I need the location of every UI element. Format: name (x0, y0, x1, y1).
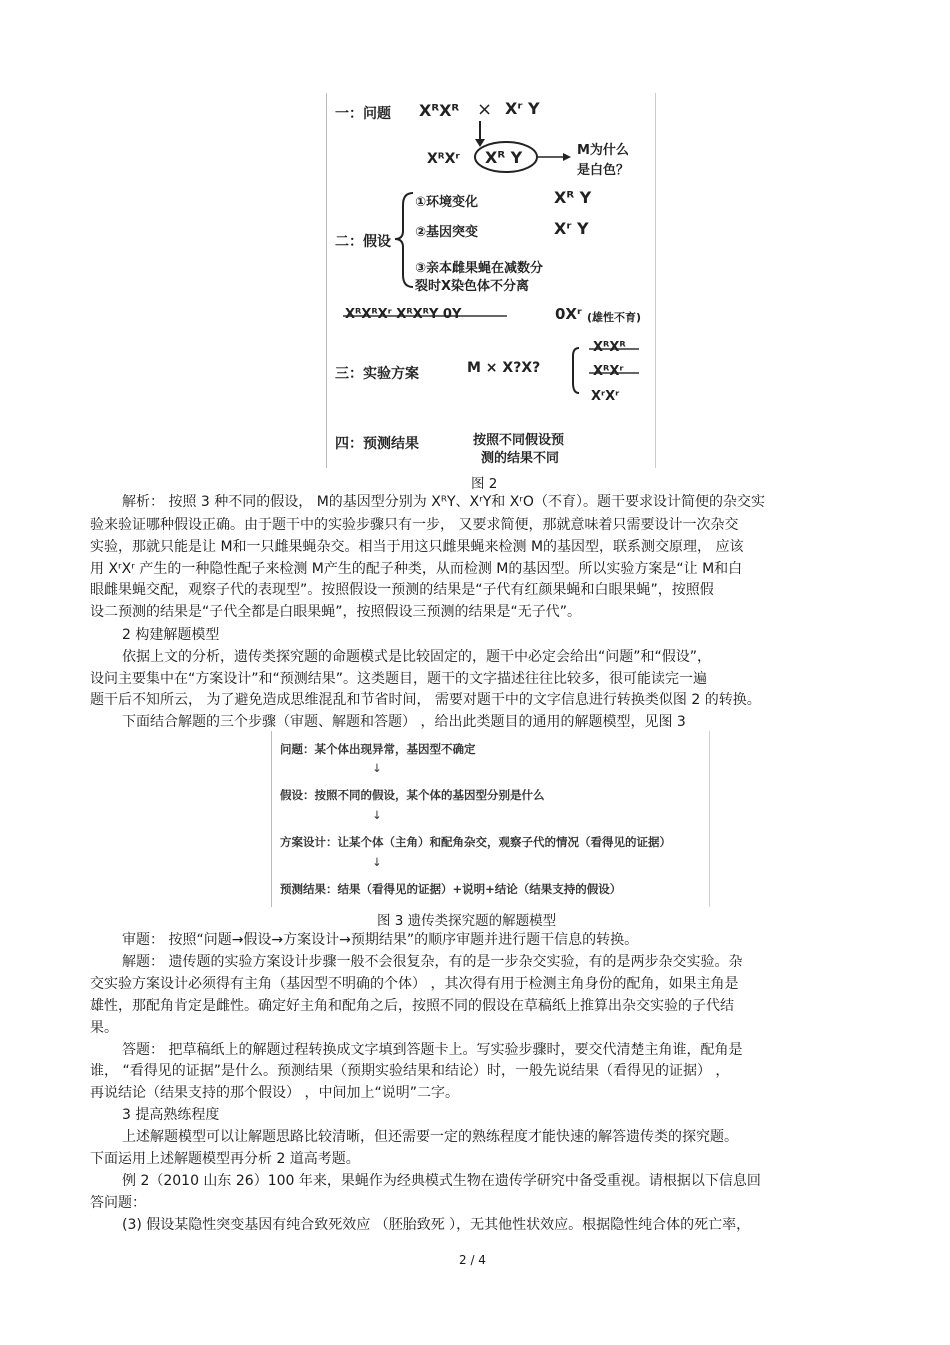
para2-line3: 题干后不知所云， 为了避免造成思维混乱和节省时间， 需要对题干中的文字信息进行转换类似图 2 的转换。 (90, 692, 761, 708)
para6-line1: 答题： 把草稿纸上的解题过程转换成文字填到答题卡上。写实验步骤时，要交代清楚主角谁，配角是 (122, 1042, 743, 1058)
fig2-question-line1: M为什么 (577, 143, 629, 158)
fig2-m-cross: M × X?X? (467, 360, 541, 376)
para6-line2: 谁， “看得见的证据”是什么。预测结果（预期实验结果和结论）时，一般先说结果（看得见的证据） ， (90, 1063, 730, 1079)
fig2-result-line1: 按照不同假设预 (473, 433, 565, 448)
fig2-option-3: XʳXʳ (591, 389, 620, 404)
para5-line4: 果。 (90, 1020, 118, 1036)
fig2-section-plan-label: 三：实验方案 (335, 366, 419, 382)
fig2-section-problem-label: 一：问题 (335, 106, 391, 122)
fig2-hypothesis-2: ②基因突变 (415, 225, 479, 240)
fig2-struck-genotypes: XᴿXᴿXʳ XᴿXᴿY 0Y (345, 307, 462, 322)
fig2-ox-genotype: 0Xʳ (555, 305, 582, 323)
para4-line: 审题： 按照“问题→假设→方案设计→预期结果”的顺序审题并进行题干信息的转换。 (122, 932, 639, 948)
fig2-option-1: XᴿXᴿ (593, 340, 626, 355)
fig3-arrow-1: ↓ (372, 761, 382, 775)
fig2-ox-note: (雄性不育) (587, 311, 642, 324)
para1-line3: 实验，那就只能是让 M和一只雌果蝇杂交。相当于用这只雌果蝇来检测 M的基因型，联系测交原理， 应该 (90, 539, 744, 555)
fig2-question-line2: 是白色？ (577, 163, 630, 178)
para8-line1: 例 2（2010 山东 26）100 年来，果蝇作为经典模式生物在遗传学研究中备受重视。请根据以下信息回 (122, 1173, 761, 1189)
para1-line5: 眼雌果蝇交配，观察子代的表现型”。按照假设一预测的结果是“子代有红颜果蝇和白眼果蝇”，按照假 (90, 582, 714, 598)
fig2-hypothesis-3-line1: ③亲本雌果蝇在减数分 (415, 261, 544, 276)
para6-line3: 再说结论（结果支持的那个假设） ，中间加上“说明”二字。 (90, 1085, 459, 1101)
para8-line2: 答问题： (90, 1195, 146, 1211)
para5-line2: 交实验方案设计必须得有主角（基因型不明确的个体） ，其次得有用于检测主角身份的配角，如果主角是 (90, 976, 739, 992)
fig3-step-design: 方案设计：让某个体（主角）和配角杂交，观察子代的情况（看得见的证据） (280, 835, 671, 849)
figure-2-caption: 图 2 (471, 476, 498, 492)
fig2-option-2: XᴿXʳ (593, 364, 624, 379)
para1-line2: 验来验证哪种假设正确。由于题干中的实验步骤只有一步， 又要求简便，那就意味着只需要设计一次杂交 (90, 517, 739, 533)
fig3-arrow-2: ↓ (372, 808, 382, 822)
para5-line3: 雄性，那配角肯定是雌性。确定好主角和配角之后，按照不同的假设在草稿纸上推算出杂交实验的子代结 (90, 998, 734, 1014)
para5-line1: 解题： 遗传题的实验方案设计步骤一般不会很复杂，有的是一步杂交实验，有的是两步杂交实验。杂 (122, 954, 743, 970)
fig2-hypothesis-1-genotype: Xᴿ Y (554, 188, 592, 207)
fig3-step-problem: 问题：某个体出现异常，基因型不确定 (280, 742, 476, 756)
fig2-hypothesis-3-line2: 裂时X染色体不分离 (415, 279, 530, 294)
fig3-arrow-3: ↓ (372, 855, 382, 869)
fig2-hypothesis-1: ①环境变化 (415, 195, 479, 210)
page-number: 2 / 4 (459, 1253, 486, 1267)
section-heading-2: 2 构建解题模型 (122, 627, 220, 643)
figure-3-caption: 图 3 遗传类探究题的解题模型 (377, 913, 557, 929)
fig3-step-hypothesis: 假设：按照不同的假设，某个体的基因型分别是什么 (280, 788, 545, 802)
fig2-cross-right: Xʳ Y (505, 99, 540, 118)
para1-line4: 用 XʳXʳ 产生的一种隐性配子来检测 M产生的配子种类，从而检测 M的基因型。所以实验方案是“让 M和白 (90, 561, 743, 577)
para3-line: 下面结合解题的三个步骤（审题、解题和答题） ，给出此类题目的通用的解题模型，见图 3 (122, 714, 686, 730)
para2-line1: 依据上文的分析，遗传类探究题的命题模式是比较固定的，题干中必定会给出“问题”和“假设”， (122, 649, 712, 665)
figure-2 (326, 93, 656, 468)
fig2-section-hypothesis-label: 二：假设 (335, 234, 391, 250)
para1-line6: 设二预测的结果是“子代全都是白眼果蝇”，按照假设三预测的结果是“无子代”。 (90, 604, 582, 620)
section-heading-3: 3 提高熟练程度 (122, 1107, 220, 1123)
fig2-cross-left: XᴿXᴿ (419, 101, 460, 120)
para7-line1: 上述解题模型可以让解题思路比较清晰，但还需要一定的熟练程度才能快速的解答遗传类的探究题。 (122, 1129, 738, 1145)
fig2-offspring-circled: Xᴿ Y (485, 148, 523, 167)
fig2-hypothesis-2-genotype: Xʳ Y (554, 219, 589, 238)
para9-line: (3) 假设某隐性突变基因有纯合致死效应 （胚胎致死 ），无其他性状效应。根据隐性纯合体的死亡率， (122, 1217, 751, 1233)
fig2-section-prediction-label: 四：预测结果 (335, 436, 419, 452)
fig3-step-prediction: 预测结果：结果（看得见的证据）+说明+结论（结果支持的假设） (280, 882, 622, 896)
fig2-result-line2: 测的结果不同 (481, 451, 560, 466)
figure-3 (271, 731, 710, 907)
para2-line2: 设问主要集中在“方案设计”和“预测结果”。这类题目，题干的文字描述往往比较多，很可能读完一遍 (90, 671, 708, 687)
fig2-offspring-left: XᴿXʳ (427, 151, 460, 167)
para1-line1: 解析： 按照 3 种不同的假设， M的基因型分别为 XᴿY、XʳY和 XʳO（不育）。题干要求设计简便的杂交实 (122, 494, 765, 510)
fig2-cross-symbol: × (477, 99, 493, 120)
para7-line2: 下面运用上述解题模型再分析 2 道高考题。 (90, 1151, 360, 1167)
